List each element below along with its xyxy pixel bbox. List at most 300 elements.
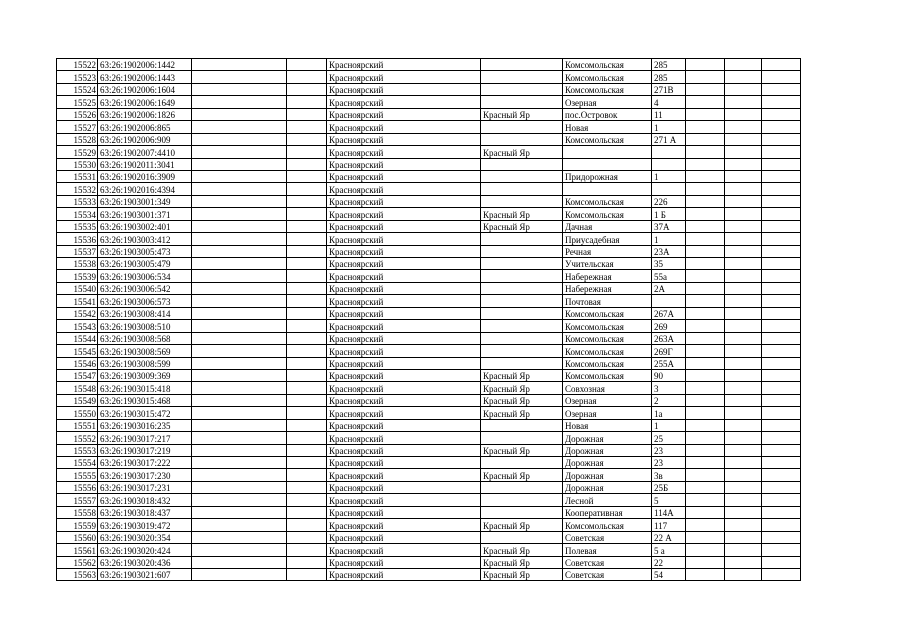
empty-cell <box>192 457 287 469</box>
street-cell: Кооперативная <box>563 506 652 518</box>
district-cell: Красноярский <box>327 369 481 381</box>
house-cell: 1 <box>652 121 686 133</box>
district-cell: Красноярский <box>327 282 481 294</box>
house-cell: 25Б <box>652 481 686 493</box>
locality-cell: Красный Яр <box>481 519 563 531</box>
empty-cell <box>725 320 762 332</box>
row-number: 15550 <box>57 407 98 419</box>
table-row <box>57 320 801 332</box>
row-number: 15524 <box>57 83 98 95</box>
locality-cell: Красный Яр <box>481 556 563 568</box>
district-cell: Красноярский <box>327 121 481 133</box>
locality-cell: Красный Яр <box>481 146 563 158</box>
empty-cell <box>287 519 327 531</box>
empty-cell <box>762 158 801 170</box>
district-cell: Красноярский <box>327 59 481 71</box>
cadastral-number: 63:26:1903006:542 <box>98 282 192 294</box>
table-row <box>57 444 801 456</box>
cadastral-number: 63:26:1903008:568 <box>98 332 192 344</box>
table-row <box>57 407 801 419</box>
house-cell: 55а <box>652 270 686 282</box>
row-number: 15535 <box>57 220 98 232</box>
empty-cell <box>725 108 762 120</box>
empty-cell <box>686 394 725 406</box>
empty-cell <box>725 457 762 469</box>
empty-cell <box>192 432 287 444</box>
empty-cell <box>762 183 801 195</box>
empty-cell <box>762 282 801 294</box>
locality-cell: Красный Яр <box>481 382 563 394</box>
table-row <box>57 432 801 444</box>
empty-cell <box>725 96 762 108</box>
house-cell: 5 <box>652 494 686 506</box>
empty-cell <box>686 195 725 207</box>
house-cell: 2А <box>652 282 686 294</box>
street-cell: Советская <box>563 531 652 543</box>
empty-cell <box>762 457 801 469</box>
empty-cell <box>725 568 762 580</box>
empty-cell <box>725 531 762 543</box>
district-cell: Красноярский <box>327 158 481 170</box>
table-row <box>57 531 801 543</box>
empty-cell <box>686 332 725 344</box>
empty-cell <box>762 544 801 556</box>
table-row <box>57 556 801 568</box>
empty-cell <box>686 382 725 394</box>
house-cell <box>652 183 686 195</box>
row-number: 15554 <box>57 457 98 469</box>
row-number: 15553 <box>57 444 98 456</box>
street-cell: Дорожная <box>563 481 652 493</box>
empty-cell <box>192 307 287 319</box>
empty-cell <box>762 96 801 108</box>
street-cell: Комсомольская <box>563 208 652 220</box>
street-cell: Дачная <box>563 220 652 232</box>
district-cell: Красноярский <box>327 519 481 531</box>
empty-cell <box>287 270 327 282</box>
street-cell: Советская <box>563 568 652 580</box>
empty-cell <box>686 270 725 282</box>
locality-cell <box>481 233 563 245</box>
empty-cell <box>762 506 801 518</box>
empty-cell <box>762 494 801 506</box>
row-number: 15528 <box>57 133 98 145</box>
empty-cell <box>686 282 725 294</box>
table-row <box>57 59 801 71</box>
empty-cell <box>287 494 327 506</box>
empty-cell <box>725 382 762 394</box>
empty-cell <box>725 183 762 195</box>
empty-cell <box>192 320 287 332</box>
empty-cell <box>686 469 725 481</box>
empty-cell <box>686 233 725 245</box>
district-cell: Красноярский <box>327 220 481 232</box>
empty-cell <box>725 195 762 207</box>
street-cell: Комсомольская <box>563 369 652 381</box>
street-cell: Комсомольская <box>563 307 652 319</box>
row-number: 15560 <box>57 531 98 543</box>
row-number: 15544 <box>57 332 98 344</box>
district-cell: Красноярский <box>327 245 481 257</box>
cadastral-number: 63:26:1903016:235 <box>98 419 192 431</box>
empty-cell <box>287 96 327 108</box>
empty-cell <box>192 494 287 506</box>
house-cell: 117 <box>652 519 686 531</box>
locality-cell <box>481 158 563 170</box>
empty-cell <box>762 320 801 332</box>
empty-cell <box>725 494 762 506</box>
empty-cell <box>725 357 762 369</box>
street-cell: Полевая <box>563 544 652 556</box>
empty-cell <box>192 544 287 556</box>
empty-cell <box>762 345 801 357</box>
empty-cell <box>725 506 762 518</box>
empty-cell <box>686 258 725 270</box>
table-row <box>57 208 801 220</box>
locality-cell: Красный Яр <box>481 407 563 419</box>
cadastral-number: 63:26:1903015:468 <box>98 394 192 406</box>
empty-cell <box>192 357 287 369</box>
empty-cell <box>192 407 287 419</box>
locality-cell: Красный Яр <box>481 369 563 381</box>
empty-cell <box>686 96 725 108</box>
locality-cell <box>481 419 563 431</box>
locality-cell <box>481 282 563 294</box>
empty-cell <box>192 469 287 481</box>
empty-cell <box>287 170 327 182</box>
empty-cell <box>725 432 762 444</box>
table-row <box>57 494 801 506</box>
house-cell: 1а <box>652 407 686 419</box>
house-cell: 54 <box>652 568 686 580</box>
empty-cell <box>287 282 327 294</box>
empty-cell <box>725 394 762 406</box>
empty-cell <box>192 245 287 257</box>
house-cell: 269 <box>652 320 686 332</box>
street-cell: Озерная <box>563 394 652 406</box>
cadastral-number: 63:26:1902007:4410 <box>98 146 192 158</box>
cadastral-number: 63:26:1903020:424 <box>98 544 192 556</box>
locality-cell: Красный Яр <box>481 208 563 220</box>
locality-cell <box>481 432 563 444</box>
empty-cell <box>686 357 725 369</box>
empty-cell <box>192 270 287 282</box>
empty-cell <box>192 133 287 145</box>
empty-cell <box>686 245 725 257</box>
row-number: 15539 <box>57 270 98 282</box>
locality-cell: Красный Яр <box>481 220 563 232</box>
house-cell: 271 А <box>652 133 686 145</box>
row-number: 15541 <box>57 295 98 307</box>
cadastral-number: 63:26:1903017:230 <box>98 469 192 481</box>
district-cell: Красноярский <box>327 544 481 556</box>
empty-cell <box>287 531 327 543</box>
street-cell: пос.Островок <box>563 108 652 120</box>
empty-cell <box>192 59 287 71</box>
street-cell: Учительская <box>563 258 652 270</box>
table-row <box>57 394 801 406</box>
empty-cell <box>762 419 801 431</box>
empty-cell <box>686 71 725 83</box>
empty-cell <box>287 345 327 357</box>
house-cell: 269Г <box>652 345 686 357</box>
street-cell: Лесной <box>563 494 652 506</box>
house-cell: 2 <box>652 394 686 406</box>
district-cell: Красноярский <box>327 332 481 344</box>
table-row <box>57 108 801 120</box>
district-cell: Красноярский <box>327 233 481 245</box>
street-cell: Комсомольская <box>563 59 652 71</box>
empty-cell <box>192 83 287 95</box>
empty-cell <box>762 407 801 419</box>
table-row <box>57 170 801 182</box>
cadastral-number: 63:26:1903018:437 <box>98 506 192 518</box>
empty-cell <box>287 220 327 232</box>
empty-cell <box>686 83 725 95</box>
empty-cell <box>725 208 762 220</box>
house-cell: 23 <box>652 444 686 456</box>
district-cell: Красноярский <box>327 208 481 220</box>
district-cell: Красноярский <box>327 444 481 456</box>
table-row <box>57 220 801 232</box>
row-number: 15532 <box>57 183 98 195</box>
cadastral-number: 63:26:1903002:401 <box>98 220 192 232</box>
locality-cell <box>481 183 563 195</box>
empty-cell <box>686 544 725 556</box>
empty-cell <box>762 59 801 71</box>
empty-cell <box>192 531 287 543</box>
cadastral-number: 63:26:1903017:219 <box>98 444 192 456</box>
empty-cell <box>725 419 762 431</box>
empty-cell <box>192 108 287 120</box>
empty-cell <box>762 71 801 83</box>
table-row <box>57 457 801 469</box>
house-cell: 4 <box>652 96 686 108</box>
locality-cell <box>481 332 563 344</box>
district-cell: Красноярский <box>327 146 481 158</box>
cadastral-number: 63:26:1903008:569 <box>98 345 192 357</box>
empty-cell <box>762 369 801 381</box>
empty-cell <box>762 568 801 580</box>
row-number: 15537 <box>57 245 98 257</box>
row-number: 15543 <box>57 320 98 332</box>
street-cell: Речная <box>563 245 652 257</box>
empty-cell <box>762 357 801 369</box>
district-cell: Красноярский <box>327 432 481 444</box>
row-number: 15563 <box>57 568 98 580</box>
empty-cell <box>686 519 725 531</box>
empty-cell <box>725 481 762 493</box>
empty-cell <box>192 282 287 294</box>
empty-cell <box>725 146 762 158</box>
row-number: 15529 <box>57 146 98 158</box>
empty-cell <box>762 258 801 270</box>
empty-cell <box>762 394 801 406</box>
cadastral-number: 63:26:1903005:473 <box>98 245 192 257</box>
table-row <box>57 369 801 381</box>
district-cell: Красноярский <box>327 307 481 319</box>
table-row <box>57 96 801 108</box>
house-cell: 1 Б <box>652 208 686 220</box>
cadastral-number: 63:26:1902006:1649 <box>98 96 192 108</box>
row-number: 15534 <box>57 208 98 220</box>
cadastral-number: 63:26:1903019:472 <box>98 519 192 531</box>
house-cell: 1 <box>652 233 686 245</box>
district-cell: Красноярский <box>327 108 481 120</box>
street-cell: Дорожная <box>563 444 652 456</box>
table-row <box>57 506 801 518</box>
house-cell: 3 <box>652 382 686 394</box>
district-cell: Красноярский <box>327 506 481 518</box>
row-number: 15542 <box>57 307 98 319</box>
house-cell: 23 <box>652 457 686 469</box>
district-cell: Красноярский <box>327 481 481 493</box>
cadastral-number: 63:26:1903017:222 <box>98 457 192 469</box>
empty-cell <box>762 83 801 95</box>
empty-cell <box>686 121 725 133</box>
district-cell: Красноярский <box>327 96 481 108</box>
locality-cell <box>481 71 563 83</box>
locality-cell <box>481 121 563 133</box>
empty-cell <box>686 419 725 431</box>
empty-cell <box>725 158 762 170</box>
empty-cell <box>287 233 327 245</box>
cadastral-number: 63:26:1903006:573 <box>98 295 192 307</box>
locality-cell <box>481 457 563 469</box>
house-cell: 22 А <box>652 531 686 543</box>
house-cell <box>652 158 686 170</box>
empty-cell <box>762 146 801 158</box>
cadastral-number: 63:26:1903001:371 <box>98 208 192 220</box>
empty-cell <box>725 121 762 133</box>
empty-cell <box>762 519 801 531</box>
empty-cell <box>762 531 801 543</box>
row-number: 15523 <box>57 71 98 83</box>
empty-cell <box>762 170 801 182</box>
house-cell: 90 <box>652 369 686 381</box>
cadastral-number: 63:26:1902006:1826 <box>98 108 192 120</box>
empty-cell <box>192 121 287 133</box>
district-cell: Красноярский <box>327 407 481 419</box>
house-cell: 1 <box>652 170 686 182</box>
empty-cell <box>762 245 801 257</box>
row-number: 15526 <box>57 108 98 120</box>
house-cell: 35 <box>652 258 686 270</box>
row-number: 15531 <box>57 170 98 182</box>
cadastral-number: 63:26:1902006:1442 <box>98 59 192 71</box>
district-cell: Красноярский <box>327 195 481 207</box>
empty-cell <box>287 108 327 120</box>
row-number: 15527 <box>57 121 98 133</box>
empty-cell <box>686 307 725 319</box>
district-cell: Красноярский <box>327 71 481 83</box>
empty-cell <box>686 158 725 170</box>
row-number: 15525 <box>57 96 98 108</box>
cadastral-table <box>56 58 801 581</box>
empty-cell <box>725 133 762 145</box>
cadastral-number: 63:26:1902016:3909 <box>98 170 192 182</box>
empty-cell <box>287 432 327 444</box>
empty-cell <box>725 233 762 245</box>
table-row <box>57 133 801 145</box>
cadastral-number: 63:26:1903008:599 <box>98 357 192 369</box>
empty-cell <box>725 469 762 481</box>
row-number: 15522 <box>57 59 98 71</box>
table-row <box>57 295 801 307</box>
empty-cell <box>287 457 327 469</box>
table-row <box>57 481 801 493</box>
district-cell: Красноярский <box>327 531 481 543</box>
empty-cell <box>686 170 725 182</box>
district-cell: Красноярский <box>327 345 481 357</box>
empty-cell <box>686 108 725 120</box>
row-number: 15546 <box>57 357 98 369</box>
empty-cell <box>762 220 801 232</box>
row-number: 15556 <box>57 481 98 493</box>
street-cell: Озерная <box>563 407 652 419</box>
street-cell: Дорожная <box>563 457 652 469</box>
locality-cell <box>481 531 563 543</box>
house-cell: 37А <box>652 220 686 232</box>
district-cell: Красноярский <box>327 469 481 481</box>
empty-cell <box>192 195 287 207</box>
street-cell: Комсомольская <box>563 195 652 207</box>
cadastral-number: 63:26:1903006:534 <box>98 270 192 282</box>
street-cell: Почтовая <box>563 295 652 307</box>
district-cell: Красноярский <box>327 382 481 394</box>
empty-cell <box>192 568 287 580</box>
street-cell: Озерная <box>563 96 652 108</box>
locality-cell <box>481 258 563 270</box>
street-cell: Дорожная <box>563 432 652 444</box>
row-number: 15533 <box>57 195 98 207</box>
cadastral-number: 63:26:1903003:412 <box>98 233 192 245</box>
empty-cell <box>192 481 287 493</box>
house-cell: 255А <box>652 357 686 369</box>
district-cell: Красноярский <box>327 183 481 195</box>
district-cell: Красноярский <box>327 556 481 568</box>
house-cell: 25 <box>652 432 686 444</box>
empty-cell <box>686 494 725 506</box>
table-row <box>57 270 801 282</box>
empty-cell <box>725 407 762 419</box>
district-cell: Красноярский <box>327 394 481 406</box>
row-number: 15558 <box>57 506 98 518</box>
house-cell: 114А <box>652 506 686 518</box>
empty-cell <box>686 568 725 580</box>
cadastral-number: 63:26:1903021:607 <box>98 568 192 580</box>
locality-cell: Красный Яр <box>481 469 563 481</box>
locality-cell <box>481 59 563 71</box>
table-row <box>57 71 801 83</box>
locality-cell: Красный Яр <box>481 568 563 580</box>
empty-cell <box>287 59 327 71</box>
empty-cell <box>725 544 762 556</box>
table-row <box>57 183 801 195</box>
table-row <box>57 258 801 270</box>
empty-cell <box>686 345 725 357</box>
cadastral-number: 63:26:1903015:418 <box>98 382 192 394</box>
house-cell: 5 а <box>652 544 686 556</box>
locality-cell <box>481 345 563 357</box>
empty-cell <box>287 307 327 319</box>
empty-cell <box>762 444 801 456</box>
cadastral-number: 63:26:1903008:510 <box>98 320 192 332</box>
district-cell: Красноярский <box>327 170 481 182</box>
empty-cell <box>287 295 327 307</box>
empty-cell <box>192 158 287 170</box>
row-number: 15561 <box>57 544 98 556</box>
